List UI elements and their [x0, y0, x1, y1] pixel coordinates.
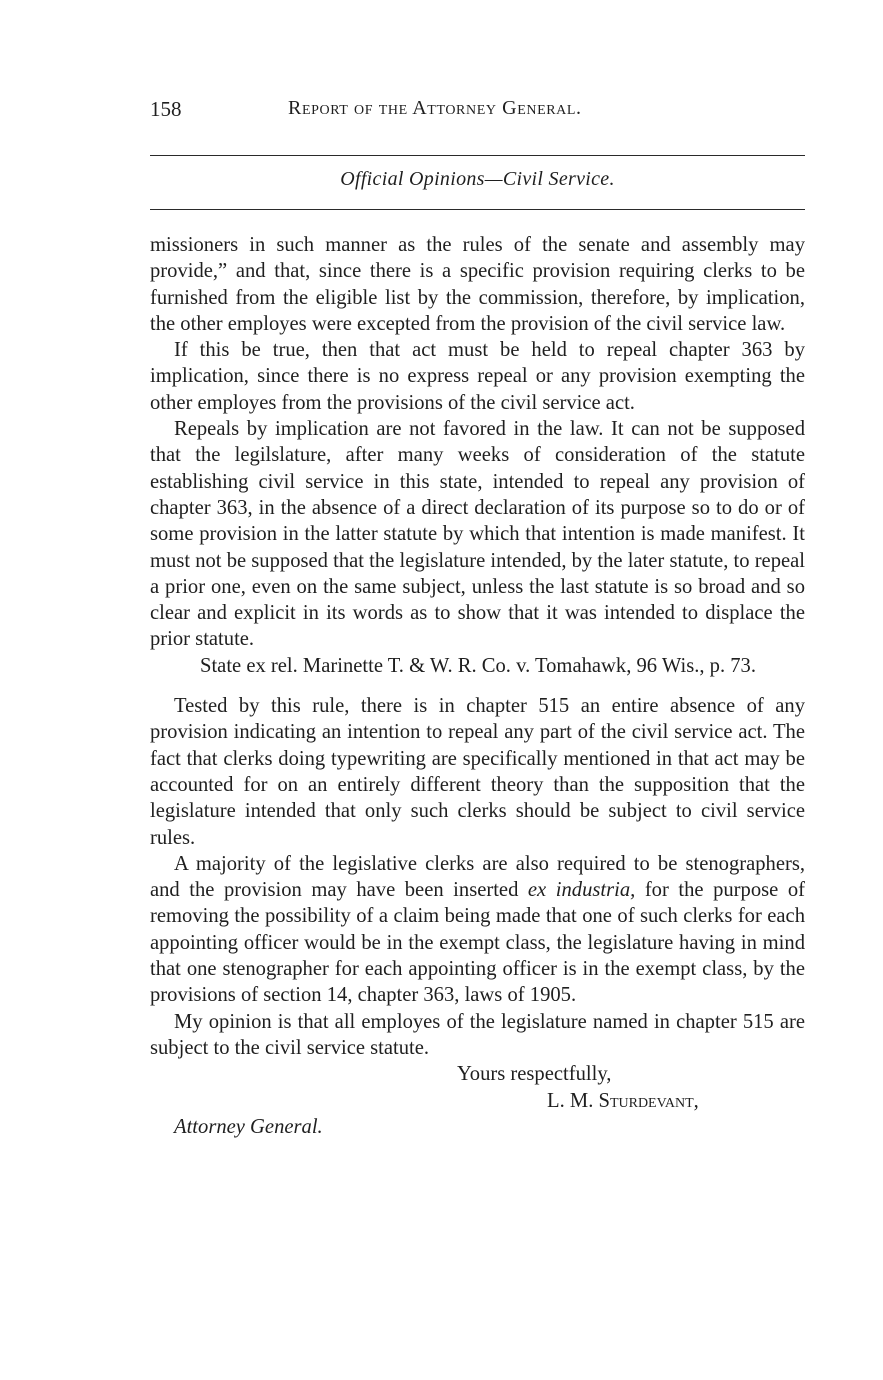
- signer-name-text: L. M. Sturdevant,: [547, 1089, 699, 1112]
- header-rule-bottom: [150, 209, 805, 210]
- paragraph-tested-by-rule: Tested by this rule, there is in chapter 515 an entire absence of any provision indicating an intention to repeal any part of the civil service act. The fact that clerks doing typewriting are specifically mentioned in that act may be accounted for on an entirely different theory than the supposition that the legislature intended that only such clerks should be subject to civil service rules.: [150, 695, 805, 849]
- closing-salutation: Yours respectfully,: [457, 1063, 612, 1086]
- page-number: 158: [150, 97, 182, 121]
- paragraph-stenographers: [150, 851, 805, 1009]
- paragraph-stenographers-text-cont: for the purpose of removing the possibility of a claim being made that one of such clerks for each appointing officer would be in the exempt class, the legislature having in mind that one stenographer for each appointing officer is in the exempt class, by the provisions of section 14, chapter 363, laws of 1905.: [150, 879, 805, 1007]
- paragraph-repeal-by-implication: If this be true, then that act must be held to repeal chapter 363 by implication, since there is no express repeal or any provision exempting the other employes from the provisions of the civil service act.: [150, 339, 805, 414]
- section-title: Official Opinions—Civil Service.: [340, 168, 615, 190]
- paragraph-stenographers-text: A majority of the legislative clerks are also required to be stenographers, and the provision may have been inserted: [150, 852, 805, 902]
- signer-title: Attorney General.: [174, 1115, 323, 1138]
- paragraph-continued: missioners in such manner as the rules of the senate and assembly may provide,” and that, since there is a specific provision requiring clerks to be furnished from the eligible list by the commission, therefore, by implication, the other employes were excepted from the provision of the civil service law.: [150, 234, 805, 335]
- header-rule-top: [150, 155, 805, 156]
- signer-name: [150, 1088, 805, 1114]
- opinion-body: [150, 232, 805, 1140]
- latin-phrase: ex industria,: [527, 879, 636, 902]
- spacer: [150, 679, 805, 693]
- case-citation: State ex rel. Marinette T. & W. R. Co. v. Tomahawk, 96 Wis., p. 73.: [200, 654, 756, 677]
- running-title: Report of the Attorney General.: [288, 97, 582, 119]
- paragraph-repeals-not-favored: Repeals by implication are not favored in the law. It can not be supposed that the legilslature, after many weeks of consideration of the statute establishing civil service in this state, intended to repeal any provision of chapter 363, in the absence of a direct declaration of its purpose so to do or of some provision in the latter statute by which that intention is made manifest. It must not be supposed that the legislature intended, by the later statute, to repeal a prior one, even on the same subject, unless the last statute is so broad and so clear and explicit in its words as to show that it was intended to displace the prior statute.: [150, 418, 805, 651]
- paragraph-opinion: My opinion is that all employes of the legislature named in chapter 515 are subject to the civil service statute.: [150, 1010, 805, 1059]
